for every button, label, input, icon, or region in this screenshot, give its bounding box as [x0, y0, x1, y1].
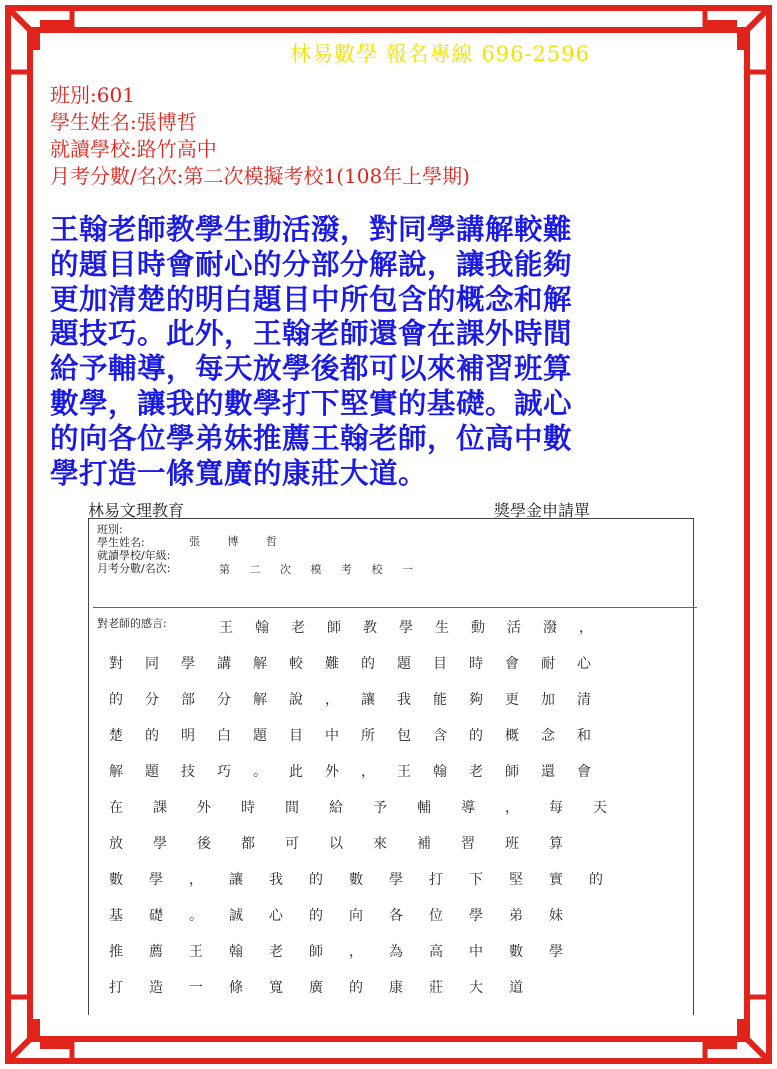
testimonial-line: 更加清楚的明白題目中所包含的概念和解: [50, 281, 573, 316]
scan-handwritten-line: 推薦王翰老師，為高中數學: [109, 944, 589, 960]
scan-header: [84, 492, 696, 520]
enrollment-hotline: 林易數學 報名專線 696-2596: [290, 42, 590, 66]
student-name: 學生姓名:張博哲: [50, 110, 197, 134]
scan-field-name: 學生姓名:: [97, 536, 145, 549]
class-label: 班別:601: [50, 83, 135, 107]
scan-brand: 林易文理教育: [88, 501, 185, 520]
scan-comment-label: 對老師的感言:: [97, 617, 167, 630]
testimonial-text: [50, 212, 710, 490]
scan-field-class: 班別:: [97, 523, 123, 536]
scan-handwritten-exam: 第 二 次 模 考 校 一: [219, 563, 421, 576]
testimonial-line: 的向各位學弟妹推薦王翰老師，位高中數: [50, 420, 573, 455]
scan-handwritten-line: 解題技巧。此外，王翰老師還會: [109, 764, 613, 780]
scan-handwritten-name: 張 博 哲: [189, 535, 289, 548]
scanned-application-form: [84, 492, 696, 1014]
testimonial-line: 題技巧。此外，王翰老師還會在課外時間: [50, 316, 573, 351]
scan-field-school: 就讀學校/年級:: [97, 549, 171, 562]
scan-handwritten-line: 王翰老師教學生動活潑，: [219, 620, 615, 636]
scan-form-title: 獎學金申請單: [494, 501, 591, 520]
testimonial-line: 的題目時會耐心的分部分解說，讓我能夠: [50, 246, 573, 281]
scan-handwritten-line: 放學後都可以來補習班算: [109, 836, 593, 852]
student-info: [50, 82, 470, 190]
school-name: 就讀學校:路竹高中: [50, 137, 217, 161]
scan-handwritten-line: 打造一條寬廣的康莊大道: [109, 980, 549, 996]
scan-handwritten-line: 數學，讓我的數學打下堅實的: [109, 872, 629, 888]
testimonial-line: 學打造一條寬廣的康莊大道。: [50, 455, 428, 490]
testimonial-line: 給予輔導，每天放學後都可以來補習班算: [50, 351, 573, 386]
scan-divider: [93, 607, 697, 608]
scan-form-box: [88, 518, 694, 1015]
exam-result: 月考分數/名次:第二次模擬考校1(108年上學期): [50, 164, 470, 188]
scan-field-exam: 月考分數/名次:: [97, 562, 171, 575]
scan-handwritten-line: 對同學講解較難的題目時會耐心: [109, 656, 613, 672]
scan-handwritten-line: 的分部分解說，讓我能夠更加清: [109, 692, 613, 708]
testimonial-line: 王翰老師教學生動活潑，對同學講解較難: [50, 212, 573, 246]
scan-handwritten-line: 基礎。誠心的向各位學弟妹: [109, 908, 589, 924]
scan-handwritten-line: 在課外時間給予輔導，每天: [109, 800, 637, 816]
testimonial-line: 數學，讓我的數學打下堅實的基礎。誠心: [50, 385, 573, 420]
scan-handwritten-line: 楚的明白題目中所包含的概念和: [109, 728, 613, 744]
